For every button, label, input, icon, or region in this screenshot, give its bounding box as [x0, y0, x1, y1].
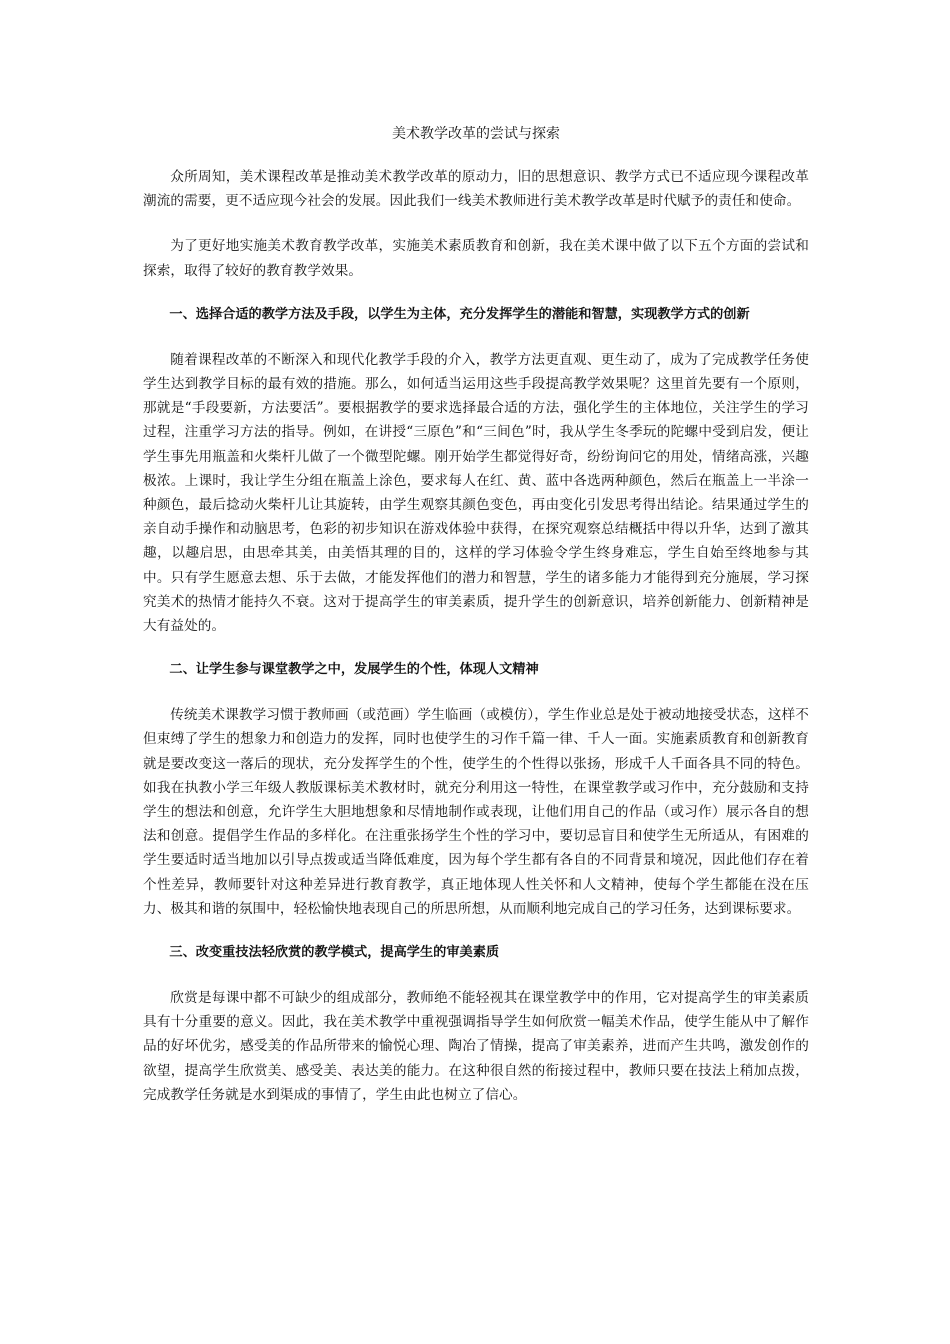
section-2-heading: 二、让学生参与课堂教学之中，发展学生的个性，体现人文精神 — [169, 662, 539, 678]
document-title: 美术教学改革的尝试与探索 — [392, 126, 560, 142]
section-1-heading: 一、选择合适的教学方法及手段，以学生为主体，充分发挥学生的潜能和智慧，实现教学方式的创新 — [169, 306, 750, 322]
document-body — [143, 124, 809, 1128]
section-1-body: 随着课程改革的不断深入和现代化教学手段的介入，教学方法更直观、更生动了，成为了完成教学任务使学生达到教学目标的最有效的措施。那么，如何适当运用这些手段提高教学效果呢？这里首先要有一个原则，那就是“手段要新，方法要活”。要根据教学的要求选择最合适的方法，强化学生的主体地位，关注学生的学习过程，注重学习方法的指导。例如，在讲授“三原色”和“三间色”时，我从学生冬季玩的陀螺中受到启发，便让学生事先用瓶盖和火柴杆儿做了一个微型陀螺。刚开始学生都觉得好奇，纷纷询问它的用处，情绪高涨，兴趣极浓。上课时，我让学生分组在瓶盖上涂色，要求每人在红、黄、蓝中各选两种颜色，然后在瓶盖上一半涂一种颜色，最后捻动火柴杆儿让其旋转，由学生观察其颜色变色，再由变化引发思考得出结论。结果通过学生的亲自动手操作和动脑思考，色彩的初步知识在游戏体验中获得，在探究观察总结概括中得以升华，达到了激其趣，以趣启思，由思牵其美，由美悟其理的目的，这样的学习体验令学生终身难忘，学生自始至终地参与其中。只有学生愿意去想、乐于去做，才能发挥他们的潜力和智慧，学生的诸多能力才能得到充分施展，学习探究美术的热情才能持久不衰。这对于提高学生的审美素质，提升学生的创新意识，培养创新能力、创新精神是大有益处的。 — [143, 351, 809, 635]
intro-paragraph-2: 为了更好地实施美术教育教学改革，实施美术素质教育和创新，我在美术课中做了以下五个方面的尝试和探索，取得了较好的教育教学效果。 — [143, 238, 809, 279]
section-2-body: 传统美术课教学习惯于教师画（或范画）学生临画（或模仿），学生作业总是处于被动地接受状态，这样不但束缚了学生的想象力和创造力的发挥，同时也使学生的习作千篇一律、千人一面。实施素质教育和创新教育就是要改变这一落后的现状，充分发挥学生的个性，使学生的个性得以张扬，形成千人千面各具不同的特色。如我在执教小学三年级人教版课标美术教材时，就充分利用这一特性，在课堂教学或习作中，充分鼓励和支持学生的想法和创意，允许学生大胆地想象和尽情地制作或表现，让他们用自己的作品（或习作）展示各自的想法和创意。提倡学生作品的多样化。在注重张扬学生个性的学习中，要切忌盲目和使学生无所适从，有困难的学生要适时适当地加以引导点拨或适当降低难度，因为每个学生都有各自的不同背景和境况，因此他们存在着个性差异，教师要针对这种差异进行教育教学，真正地体现人性关怀和人文精神，使每个学生都能在没在压力、极其和谐的氛围中，轻松愉快地表现自己的所思所想，从而顺利地完成自己的学习任务，达到课标要求。 — [143, 707, 809, 917]
section-3-heading: 三、改变重技法轻欣赏的教学模式，提高学生的审美素质 — [169, 945, 500, 961]
intro-paragraph-1: 众所周知，美术课程改革是推动美术教学改革的原动力，旧的思想意识、教学方式已不适应现今课程改革潮流的需要，更不适应现今社会的发展。因此我们一线美术教师进行美术教学改革是时代赋予的责任和使命。 — [143, 169, 809, 210]
section-3-body: 欣赏是每课中都不可缺少的组成部分，教师绝不能轻视其在课堂教学中的作用，它对提高学生的审美素质具有十分重要的意义。因此，我在美术教学中重视强调指导学生如何欣赏一幅美术作品，使学生能从中了解作品的好坏优劣，感受美的作品所带来的愉悦心理、陶冶了情操，提高了审美素养，进而产生共鸣，激发创作的欲望，提高学生欣赏美、感受美、表达美的能力。在这种很自然的衔接过程中，教师只要在技法上稍加点拨，完成教学任务就是水到渠成的事情了，学生由此也树立了信心。 — [143, 990, 809, 1103]
